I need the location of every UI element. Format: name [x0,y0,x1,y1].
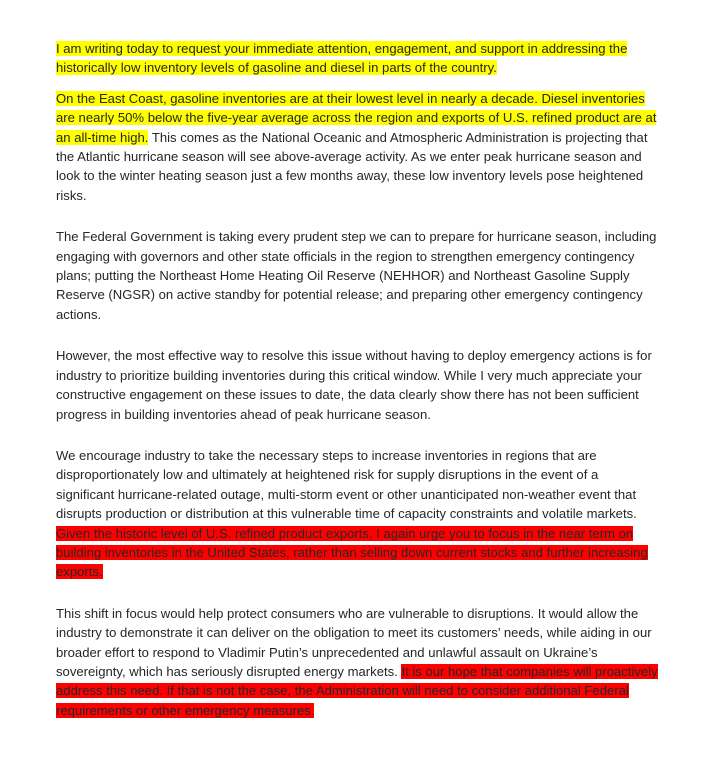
paragraph-shift-in-focus [56,604,659,720]
paragraph-inventories [56,89,659,205]
paragraph-text: We encourage industry to take the necessary steps to increase inventories in regions that are disproportionately low and ultimately at heightened risk for supply disruptions in the event of a significant hurricane-related outage, multi-storm event or other unanticipated non-weather event that disrupts production or distribution at this vulnerable time of capacity constraints and volatile markets. [56,447,637,522]
yellow-highlight: On the East Coast, gasoline inventories are at their lowest level in nearly a decade. Diesel inventories are nearly 50% below the five-year average across the region and exports of U.S. refined product are at an all-time high. [56,90,657,145]
yellow-highlight: I am writing today to request your immediate attention, engagement, and support in addressing the historically low inventory levels of gasoline and diesel in parts of the country. [56,41,628,76]
paragraph-text: The Federal Government is taking every prudent step we can to prepare for hurricane season, including engaging with governors and other state officials in the region to strengthen emergency contingency plans; putting the Northeast Home Heating Oil Reserve (NEHHOR) and Northeast Gasoline Supply Reserve (NGSR) on active standby for potential release; and preparing other emergency contingency actions. [56,229,657,322]
red-highlight: Given the historic level of U.S. refined product exports, I again urge you to focus in the near term on building inventories in the United States, rather than selling down current stocks and further increasing exports. [56,525,648,580]
paragraph-text: However, the most effective way to resolve this issue without having to deploy emergency actions is for industry to prioritize building inventories during this critical window. While I very much appreciate your constructive engagement on these issues to date, the data clearly show there has not been sufficient progress in building inventories ahead of peak hurricane season. [56,348,652,422]
paragraph-effective-way [56,346,659,424]
paragraph-encourage-industry [56,446,659,582]
red-highlight: It is our hope that companies will proactively address this need. If that is not the case, the Administration will need to consider additional Federal requirements or other emergency measures. [56,663,658,718]
letter-body [56,39,659,720]
paragraph-request [56,39,659,78]
paragraph-text: This comes as the National Oceanic and Atmospheric Administration is projecting that the Atlantic hurricane season will see above-average activity. As we enter peak hurricane season and look to the winter heating season just a few months away, these low inventory levels pose heightened risks. [56,129,648,203]
paragraph-federal-government [56,227,659,324]
paragraph-text: This shift in focus would help protect consumers who are vulnerable to disruptions. It would allow the industry to demonstrate it can deliver on the obligation to meet its customers’ needs, while aiding in our broader effort to respond to Vladimir Putin’s unprecedented and unlawful assault on Ukraine’s sovereignty, which has seriously disrupted energy markets. [56,605,652,679]
